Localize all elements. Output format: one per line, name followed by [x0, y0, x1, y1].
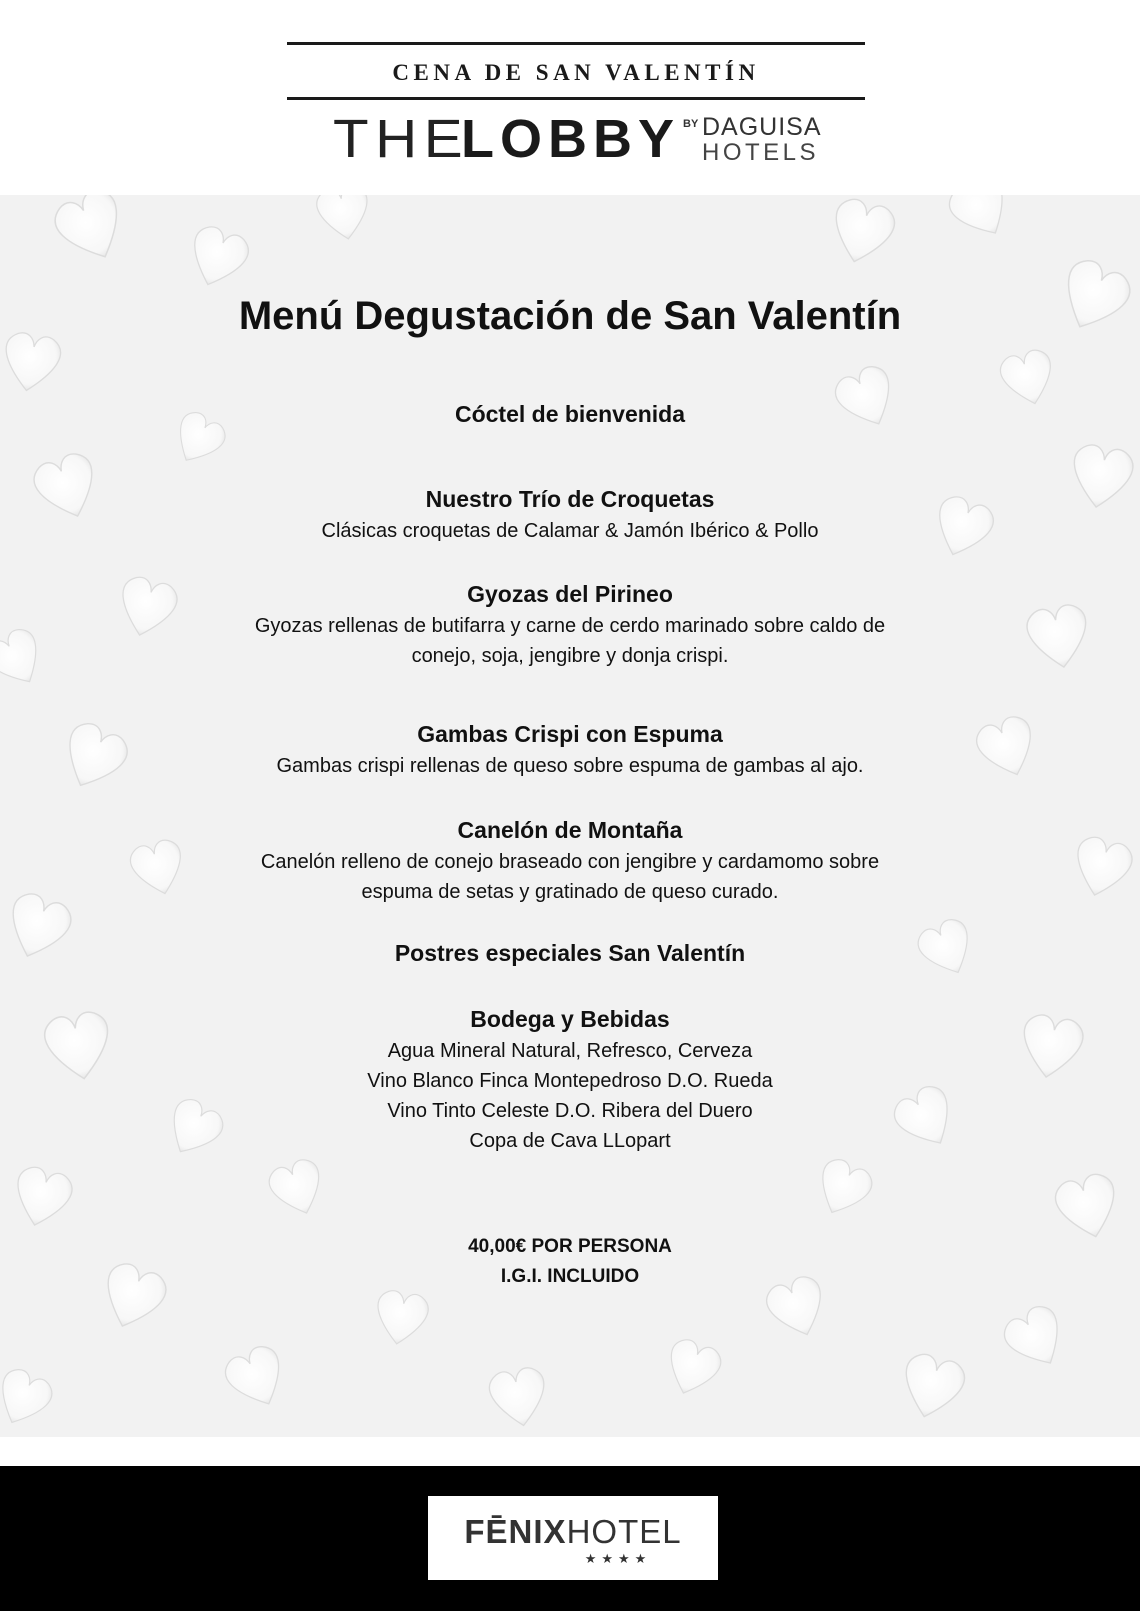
dish-description: espuma de setas y gratinado de queso curado. [361, 881, 779, 903]
header-bottom-rule [287, 97, 865, 100]
dish-description: Canelón relleno de conejo braseado con jengibre y cardamomo sobre [260, 851, 880, 873]
dish-description: Gambas crispi rellenas de queso sobre espuma de gambas al ajo. [276, 755, 864, 777]
event-title: CENA DE SAN VALENTÍN [392, 60, 760, 85]
menu-content [0, 195, 1140, 1437]
tax-included: I.G.I. INCLUIDO [500, 1266, 640, 1287]
price-per-person: 40,00€ POR PERSONA [468, 1236, 672, 1257]
footer [0, 1466, 1140, 1611]
menu-title: Menú Degustación de San Valentín [238, 294, 902, 338]
dish-name: Nuestro Trío de Croquetas [425, 486, 715, 512]
fenix-logo-light: HOTEL [566, 1513, 682, 1550]
logo-by: BY [683, 118, 699, 130]
logo-the: THE [333, 109, 470, 169]
dish-description: conejo, soja, jengibre y donja crispi. [411, 645, 729, 667]
logo-hotels: HOTELS [702, 139, 820, 166]
header-top-rule [287, 42, 865, 45]
fenix-logo-text [428, 1514, 718, 1550]
drink-item: Agua Mineral Natural, Refresco, Cerveza [387, 1040, 753, 1062]
drinks-title: Bodega y Bebidas [470, 1006, 670, 1032]
star-rating-icon: ★★★★ [584, 1551, 652, 1566]
dessert-title: Postres especiales San Valentín [394, 940, 746, 966]
menu-area [0, 195, 1140, 1437]
drink-item: Vino Blanco Finca Montepedroso D.O. Rueda [367, 1070, 773, 1092]
drink-item: Vino Tinto Celeste D.O. Ribera del Duero [387, 1100, 753, 1122]
dish-name: Canelón de Montaña [457, 817, 683, 843]
dish-description: Clásicas croquetas de Calamar & Jamón Ibérico & Pollo [321, 520, 819, 542]
dish-name: Gambas Crispi con Espuma [417, 721, 723, 747]
dish-description: Gyozas rellenas de butifarra y carne de cerdo marinado sobre caldo de [254, 615, 886, 637]
logo-daguisa: DAGUISA [702, 113, 822, 141]
logo-lobby: LOBBY [461, 109, 680, 169]
fenix-logo-bold: FĒNIX [464, 1513, 567, 1550]
fenix-hotel-logo [428, 1496, 718, 1580]
welcome-cocktail: Cóctel de bienvenida [454, 401, 686, 427]
drink-item: Copa de Cava LLopart [469, 1130, 671, 1152]
the-lobby-logo [333, 110, 833, 168]
dish-name: Gyozas del Pirineo [467, 581, 673, 607]
